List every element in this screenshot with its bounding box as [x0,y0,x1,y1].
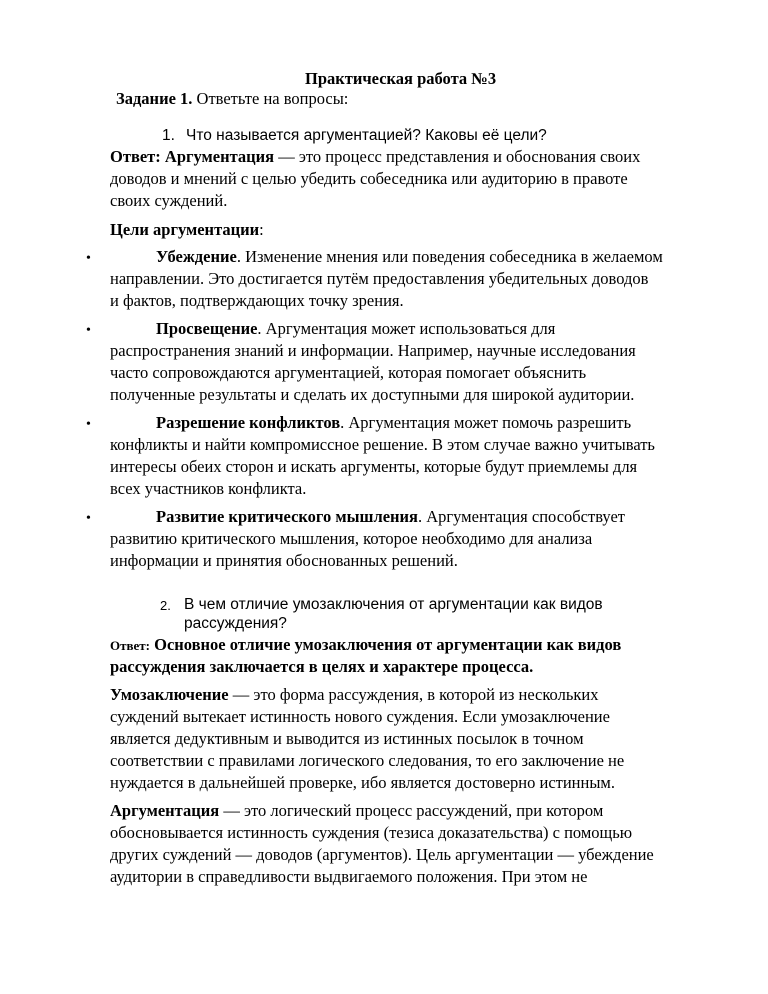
goal-3-line-3: интересы обеих сторон и искать аргументы, которые будут приемлемы для [110,457,638,476]
task-line [116,88,348,110]
bullet-icon: • [86,323,91,338]
goal-3-line-1 [110,412,631,434]
answer-1-text: — это процесс представления и обоснования своих [274,147,641,166]
goal-2-line-4: полученные результаты и сделать их доступными для широкой аудитории. [110,385,635,404]
argumentation-line-1 [110,800,603,822]
question-1-number: 1. [162,127,175,144]
argumentation-line-4: аудитории в справедливости выдвигаемого положения. При этом не [110,867,588,886]
goals-heading [110,219,264,241]
answer-1-line-2: доводов и мнений с целью убедить собеседника или аудиторию в правоте [110,169,628,188]
goal-3-line-4: всех участников конфликта. [110,479,307,498]
inference-term: Умозаключение [110,685,229,704]
task-label: Задание 1. [116,89,193,108]
question-1-text: Что называется аргументацией? Каковы её цели? [186,127,547,144]
goal-4-term: Развитие критического мышления [156,507,418,526]
answer-2-text: Основное отличие умозаключения от аргументации как видов [150,635,622,654]
answer-2-line-1 [110,634,621,657]
question-2-line-1: В чем отличие умозаключения от аргументации как видов [184,596,603,613]
goal-4-line-1 [110,506,625,528]
inference-line-1 [110,684,598,706]
goal-4-line-2: развитию критического мышления, которое необходимо для анализа [110,529,593,548]
goal-1-term: Убеждение [156,247,237,266]
argumentation-line-3: других суждений — доводов (аргументов). Цель аргументации — убеждение [110,845,654,864]
goal-1-line-3: и фактов, подтверждающих точку зрения. [110,291,404,310]
argumentation-text: — это логический процесс рассуждений, при котором [219,801,604,820]
answer-2-line-2: рассуждения заключается в целях и характере процесса. [110,657,534,676]
bullet-icon: • [86,511,91,526]
bullet-icon: • [86,251,91,266]
goal-3-term: Разрешение конфликтов [156,413,341,432]
answer-2-label: Ответ: [110,638,151,653]
goals-heading-colon: : [259,220,264,239]
goal-1-line-2: направлении. Это достигается путём предоставления убедительных доводов [110,269,649,288]
inference-line-3: является дедуктивным и выводится из истинных посылок в точном [110,729,584,748]
question-2-number: 2. [160,598,171,613]
goals-heading-text: Цели аргументации [110,220,260,239]
goal-4-line-3: информации и принятия обоснованных решений. [110,551,458,570]
question-2-line-2: рассуждения? [184,615,287,632]
goal-2-text: . Аргументация может использоваться для [257,319,556,338]
goal-2-line-3: часто сопровождаются аргументацией, которая помогает объяснить [110,363,587,382]
page-title: Практическая работа №3 [305,69,497,88]
goal-1-line-1 [110,246,663,268]
answer-1-line-1 [110,146,640,168]
inference-line-2: суждений вытекает истинность нового суждения. Если умозаключение [110,707,610,726]
argumentation-line-2: обосновывается истинность суждения (тезиса доказательства) с помощью [110,823,633,842]
goal-2-term: Просвещение [156,319,258,338]
answer-1-label: Ответ: Аргументация [110,147,275,166]
argumentation-term: Аргументация [110,801,220,820]
goal-2-line-1 [110,318,555,340]
inference-line-4: соответствии с правилами логического следования, то его заключение не [110,751,625,770]
task-text: Ответьте на вопросы: [192,89,349,108]
goal-3-line-2: конфликты и найти компромиссное решение. В этом случае важно учитывать [110,435,655,454]
goal-1-text: . Изменение мнения или поведения собеседника в желаемом [236,247,663,266]
inference-line-5: нуждается в дальнейшей проверке, ибо является достоверно истинным. [110,773,615,792]
bullet-icon: • [86,417,91,432]
inference-text: — это форма рассуждения, в которой из нескольких [228,685,599,704]
answer-1-line-3: своих суждений. [110,191,228,210]
goal-3-text: . Аргументация может помочь разрешить [340,413,632,432]
goal-4-text: . Аргументация способствует [417,507,626,526]
goal-2-line-2: распространения знаний и информации. Например, научные исследования [110,341,636,360]
